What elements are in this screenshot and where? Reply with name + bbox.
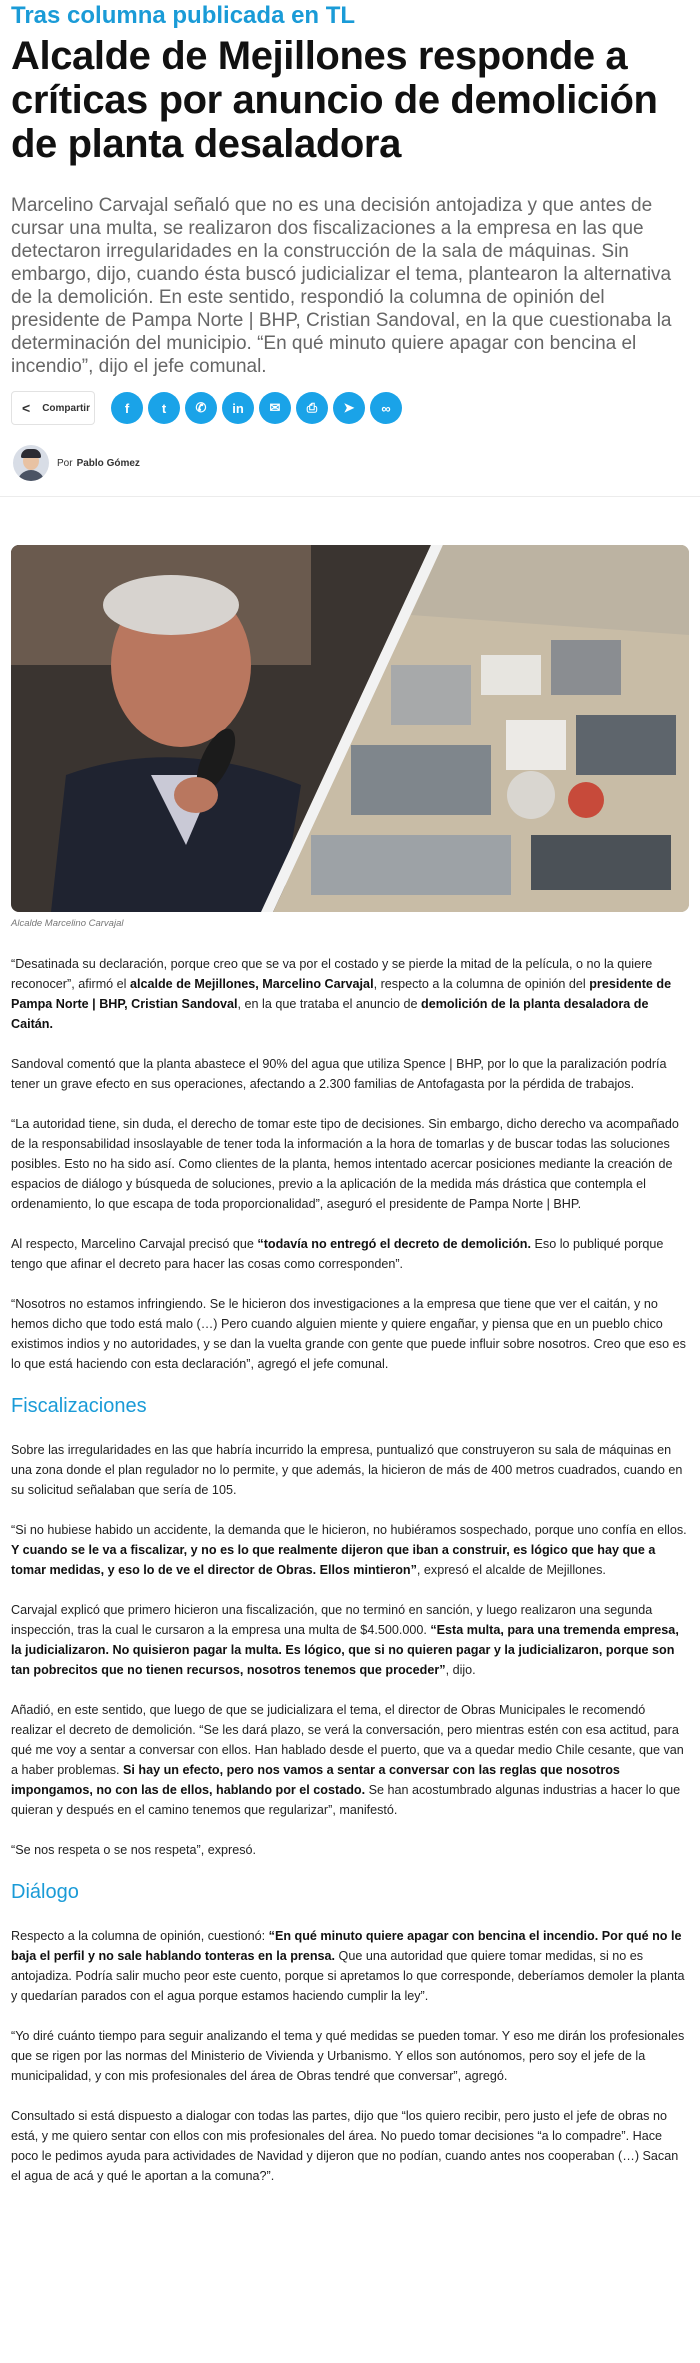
paragraph — [11, 1440, 689, 1500]
divider — [0, 496, 700, 497]
text: “Desatinada su declaración, porque creo que se va por el costado y se pierde la mitad de la película, o no la quiere reconocer”, afirmó el — [11, 957, 653, 991]
text: , respecto a la columna de opinión del — [373, 977, 590, 991]
paragraph — [11, 1294, 689, 1374]
author-name[interactable]: Pablo Gómez — [76, 457, 140, 469]
text: Se han acostumbrado algunas industrias a hacer lo que quieran y después en el camino tenemos que regularizar”, manifestó. — [11, 1783, 681, 1817]
text: Eso lo publiqué porque tengo que afinar el decreto para hacer las cosas como corresponden”. — [11, 1237, 664, 1271]
text: Carvajal explicó que primero hicieron una fiscalización, que no terminó en sanción, y luego realizaron una segunda inspección, tras la cual le cursaron a la empresa una multa de $4.500.000. — [11, 1603, 653, 1637]
article-lead: Marcelino Carvajal señaló que no es una decisión antojadiza y que antes de cursar una multa, se realizaron dos fiscalizaciones a la empresa en las que detectaron irregularidades en la construcción de la sala de máquinas. Sin embargo, dijo, cuando ésta buscó judicializar el tema, plantearon la alternativa de la demolición. En este sentido, respondió la columna de opinión del presidente de Pampa Norte | BHP, Cristian Sandoval, en la que cuestionaba la determinación del municipio. “En qué minuto quiere apagar con bencina el incendio”, dijo el jefe comunal. — [11, 195, 672, 377]
text: Al respecto, Marcelino Carvajal precisó que — [11, 1237, 258, 1251]
bold-text: presidente de Pampa Norte | BHP, Cristian Sandoval — [11, 977, 672, 1011]
paragraph — [11, 954, 689, 1034]
text: “Si no hubiese habido un accidente, la demanda que le hicieron, no hubiéramos sospechado, porque uno confía en ellos. — [11, 1523, 687, 1537]
text: Que una autoridad que quiere tomar medidas, si no es antojadiza. Podría salir mucho peor este cuento, porque si apretamos lo que corresponde, deberíamos demoler la planta y quedarían parados con el agua porque estamos haciendo cumplir la ley”. — [11, 1949, 685, 2003]
paragraph — [11, 2106, 689, 2186]
paragraph — [11, 1600, 689, 1680]
paragraph — [11, 1700, 689, 1820]
article-title: Alcalde de Mejillones responde a críticas por anuncio de demolición de planta desaladora — [11, 34, 658, 166]
social-buttons — [111, 392, 407, 424]
email-icon[interactable]: ✉ — [259, 392, 291, 424]
bold-text: demolición de la planta desaladora de Caitán. — [11, 997, 649, 1031]
text: Consultado si está dispuesto a dialogar con todas las partes, dijo que “los quiero recibir, pero justo el jefe de obras no está, y me quiero sentar con ellos con mis profesionales del área. No puedo tomar decisiones “a lo compadre”. Hace poco le pedimos ayuda para actividades de Navidad y dijeron que no podían, cuando antes nos cooperaban (…) Sacan el agua de acá y qué le aportan a la comuna?”. — [11, 2109, 679, 2183]
section-heading-dialogo: Diálogo — [11, 1881, 79, 1903]
paragraph — [11, 1114, 689, 1214]
bold-text: “En qué minuto quiere apagar con bencina el incendio. Por qué no le baja el perfil y no sale hablando tonteras en la prensa. — [11, 1929, 682, 1963]
paragraph — [11, 2026, 689, 2086]
share-button[interactable] — [11, 391, 95, 425]
text: Sobre las irregularidades en las que habría incurrido la empresa, puntualizó que construyeron su sala de máquinas en una zona donde el plan regulador no lo permite, y que además, la hicieron de más de 400 metros cuadrados, cuando en su solicitud señalaban que sería de 105. — [11, 1443, 683, 1497]
facebook-icon[interactable]: f — [111, 392, 143, 424]
text: “Se nos respeta o se nos respeta”, expresó. — [11, 1843, 257, 1857]
share-icon: < — [22, 400, 31, 416]
image-caption: Alcalde Marcelino Carvajal — [11, 918, 124, 929]
article-kicker: Tras columna publicada en TL — [11, 2, 356, 29]
text: “Yo diré cuánto tiempo para seguir analizando el tema y qué medidas se pueden tomar. Y eso me dirán los profesionales que se rigen por las normas del Ministerio de Vivienda y Urbanismo. Y ellos son autónomos, pero soy el jefe de la municipalidad, y con mis profesionales del área de Obras tendré que conversar”, agregó. — [11, 2029, 685, 2083]
author-prefix: Por — [57, 457, 73, 469]
text: “Nosotros no estamos infringiendo. Se le hicieron dos investigaciones a la empresa que tiene que ver el caitán, y no hemos dicho que todo está malo (…) Pero cuando alguien miente y quiere engañar, y piensa que en un pueblo chico existimos indios y no autoridades, y se dan la vuelta grande con gente que puede influir sobre nosotros. Creo que eso es lo que está haciendo con esta declaración”, agregó el jefe comunal. — [11, 1297, 686, 1371]
link-icon[interactable]: ∞ — [370, 392, 402, 424]
paragraph — [11, 1840, 689, 1860]
bold-text: Y cuando se le va a fiscalizar, y no es lo que realmente dijeron que iban a construir, es lógico que hay que a tomar medidas, y eso lo de ve el director de Obras. Ellos mintieron” — [11, 1543, 656, 1577]
whatsapp-icon[interactable]: ✆ — [185, 392, 217, 424]
text: , expresó el alcalde de Mejillones. — [416, 1563, 606, 1577]
section-dialogo-paragraphs — [11, 1926, 689, 2186]
hero-photo-illustration — [11, 545, 689, 912]
print-icon[interactable]: ⎙ — [296, 392, 328, 424]
share-label: Compartir — [42, 402, 90, 414]
bold-text: “todavía no entregó el decreto de demolición. — [257, 1237, 532, 1251]
text: Añadió, en este sentido, que luego de que se judicializara el tema, el director de Obras Municipales le recomendó realizar el decreto de demolición. “Se les dará plazo, se verá la conversación, pero mientras estén con esa actitud, para qué me voy a sentar a conversar con ellos. Han hablado desde el puerto, que va a quedar medio Chile cesante, que van a haber problemas. — [11, 1703, 684, 1777]
bold-text: “Esta multa, para una tremenda empresa, la judicializaron. No quisieron pagar la multa. Es lógico, que si no quieren pagar y la judicializaron, porque son tan pobrecitos que no tienen recursos, nosotros tenemos que proceder” — [11, 1623, 679, 1677]
article-body — [11, 954, 689, 2186]
author-byline — [57, 458, 140, 469]
paragraph — [11, 1054, 689, 1094]
paragraph — [11, 1520, 689, 1580]
paragraph — [11, 1234, 689, 1274]
bold-text: alcalde de Mejillones, Marcelino Carvajal — [129, 977, 374, 991]
share-bar — [11, 390, 689, 426]
text: , en la que trataba el anuncio de — [237, 997, 421, 1011]
hero-image — [11, 545, 689, 912]
telegram-icon[interactable]: ➤ — [333, 392, 365, 424]
section-heading-fiscalizaciones: Fiscalizaciones — [11, 1395, 147, 1417]
linkedin-icon[interactable]: in — [222, 392, 254, 424]
text: “La autoridad tiene, sin duda, el derecho de tomar este tipo de decisiones. Sin embargo, dicho derecho va acompañado de la responsabilidad insoslayable de tener toda la información a la hora de tomarlas y de buscar todas las soluciones posibles. Esto no ha sido así. Como clientes de la planta, hemos intentado acercar posiciones mediante la creación de espacios de diálogo y búsqueda de soluciones, previo a la aplicación de la medida más drástica que contempla el ordenamiento, lo que escapa de toda proporcionalidad”, aseguró el presidente de Pampa Norte | BHP. — [11, 1117, 679, 1211]
text: , dijo. — [445, 1663, 476, 1677]
text: Respecto a la columna de opinión, cuestionó: — [11, 1929, 269, 1943]
paragraph — [11, 1926, 689, 2006]
bold-text: Si hay un efecto, pero nos vamos a sentar a conversar con las reglas que nosotros impongamos, no con las de ellos, hablando por el costado. — [11, 1763, 620, 1797]
body-paragraphs — [11, 954, 689, 1374]
twitter-icon[interactable]: t — [148, 392, 180, 424]
text: Sandoval comentó que la planta abastece el 90% del agua que utiliza Spence | BHP, por lo que la paralización podría tener un grave efecto en sus operaciones, afectando a 2.300 familias de Antofagasta por la pérdida de trabajos. — [11, 1057, 667, 1091]
author-block — [11, 442, 689, 484]
avatar[interactable] — [13, 445, 49, 481]
section-fiscalizaciones-paragraphs — [11, 1440, 689, 1860]
